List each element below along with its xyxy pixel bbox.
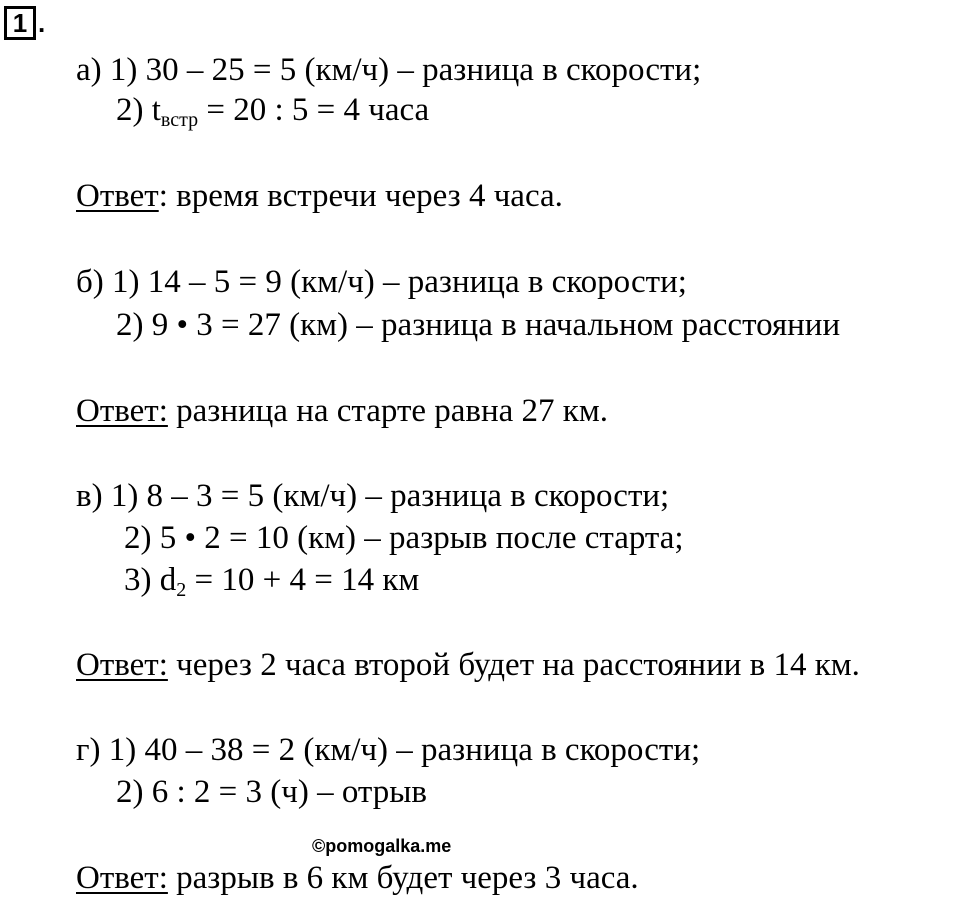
- part-g-step-2: 2) 6 : 2 = 3 (ч) – отрыв: [116, 774, 427, 810]
- part-v-step-2: 2) 5 • 2 = 10 (км) – разрыв после старта;: [124, 520, 684, 556]
- problem-number-dot: .: [38, 8, 46, 38]
- part-v-answer-label: Ответ:: [76, 647, 168, 683]
- part-g-answer-text: разрыв в 6 км будет через 3 часа.: [167, 860, 639, 896]
- watermark: ©pomogalka.me: [312, 836, 452, 856]
- part-g-step-1: г) 1) 40 – 38 = 2 (км/ч) – разница в скорости;: [76, 732, 701, 768]
- part-a-step-2-post: = 20 : 5 = 4 часа: [198, 92, 430, 128]
- part-a-step-2-pre: 2) t: [116, 92, 161, 128]
- part-b-step-1: б) 1) 14 – 5 = 9 (км/ч) – разница в скорости;: [76, 264, 687, 300]
- part-a-step-2: [116, 90, 429, 134]
- part-a-answer: [76, 176, 563, 216]
- part-b-answer-label: Ответ:: [76, 393, 168, 429]
- part-v-step-3-pre: 3) d: [124, 562, 177, 598]
- part-a-answer-label: Ответ: [76, 178, 159, 214]
- part-v-answer-text: через 2 часа второй будет на расстоянии в 14 км.: [167, 647, 860, 683]
- part-b-answer-text: разница на старте равна 27 км.: [167, 393, 608, 429]
- part-v-answer: [76, 645, 860, 685]
- problem-number-box: [4, 6, 36, 40]
- part-b-answer: [76, 391, 608, 431]
- part-a-answer-text: : время встречи через 4 часа.: [158, 178, 563, 214]
- part-v-step-3-subscript: 2: [176, 579, 187, 601]
- part-a-step-1: а) 1) 30 – 25 = 5 (км/ч) – разница в скорости;: [76, 52, 702, 88]
- problem-number: 1: [12, 8, 28, 38]
- part-a-step-2-subscript: встр: [160, 109, 199, 131]
- part-v-step-3-post: = 10 + 4 = 14 км: [186, 562, 420, 598]
- part-b-step-2: 2) 9 • 3 = 27 (км) – разница в начальном расстоянии: [116, 307, 841, 343]
- part-g-answer-label: Ответ:: [76, 860, 168, 896]
- part-g-answer: [76, 858, 639, 898]
- part-v-step-3: [124, 560, 419, 604]
- part-v-step-1: в) 1) 8 – 3 = 5 (км/ч) – разница в скорости;: [76, 478, 670, 514]
